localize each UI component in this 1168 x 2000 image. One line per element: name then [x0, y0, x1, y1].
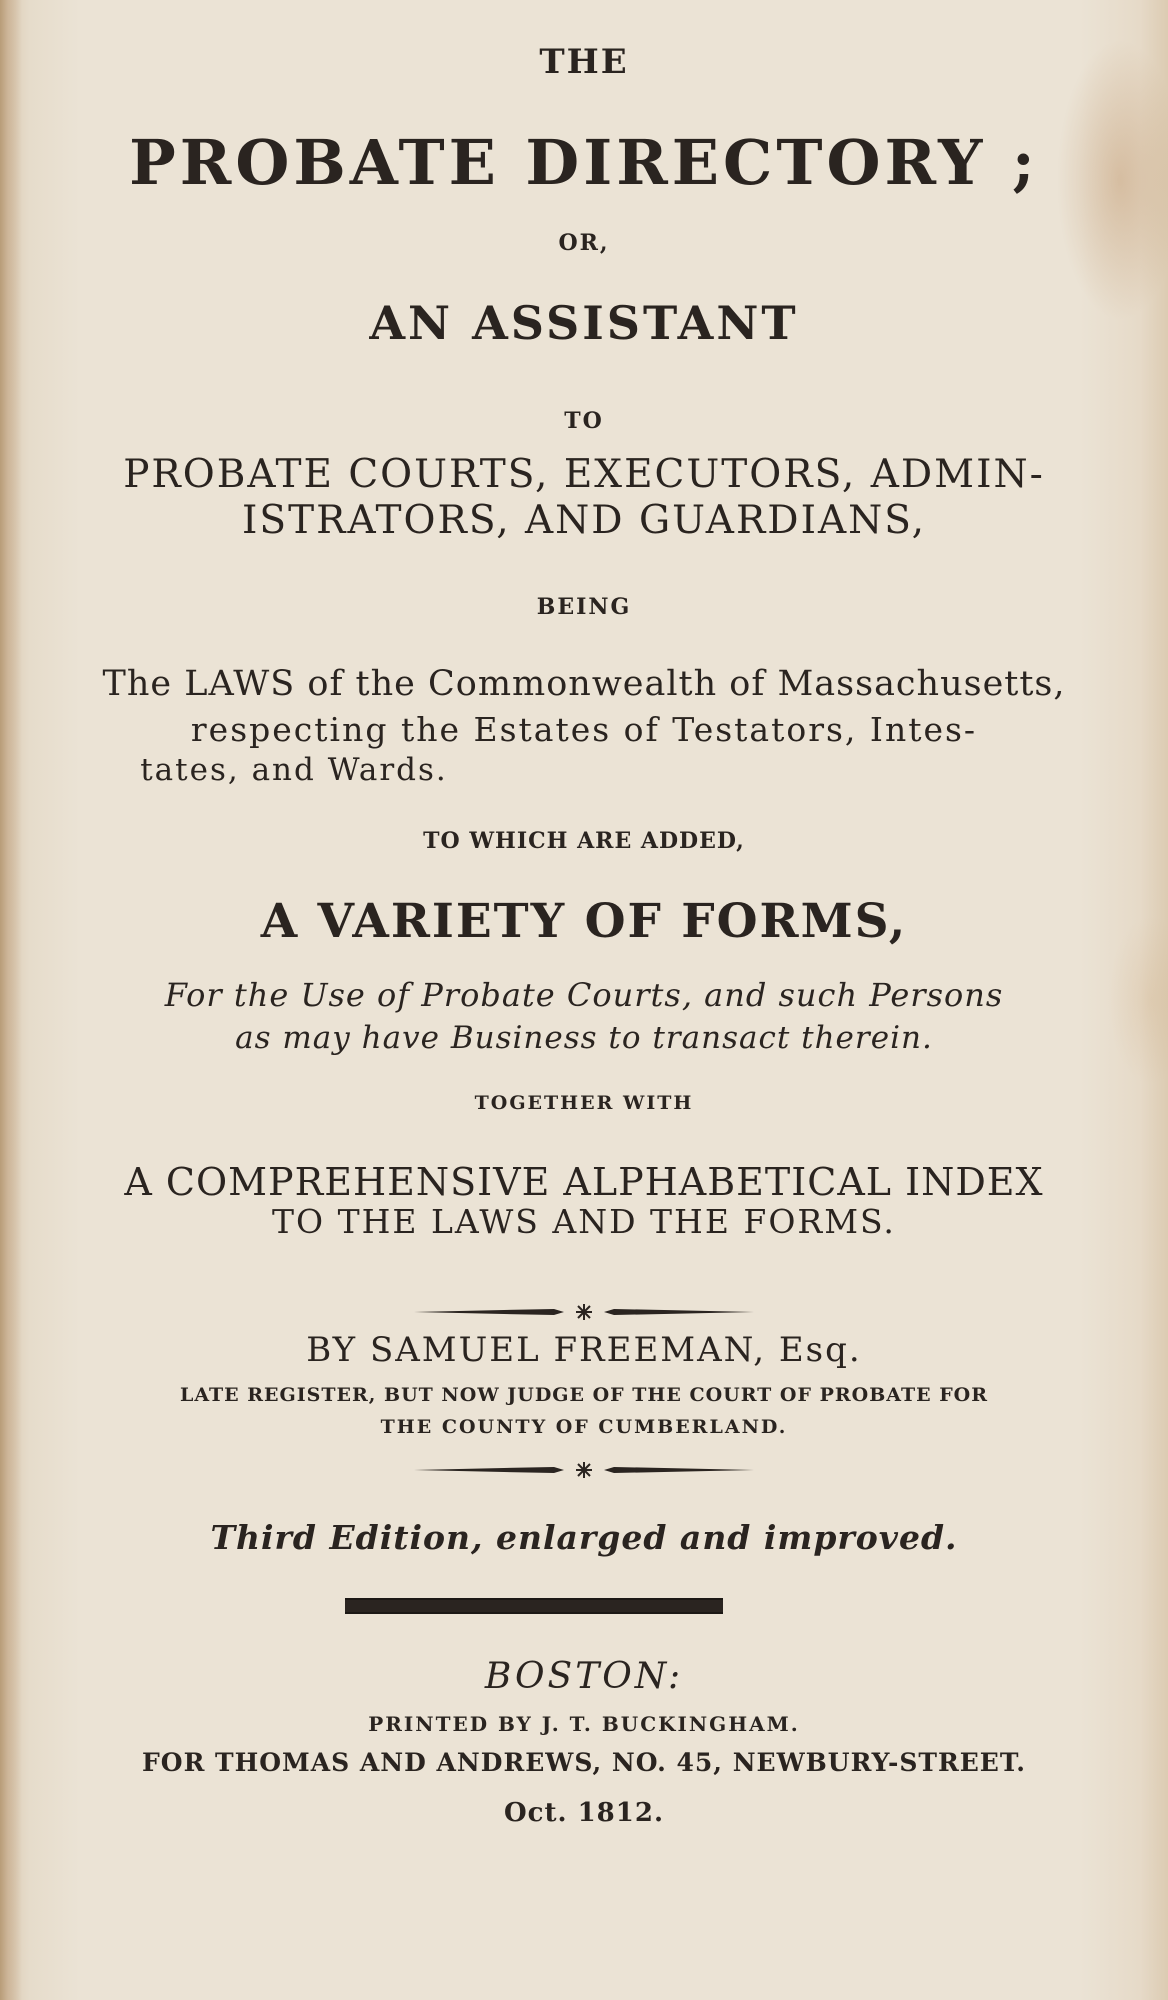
laws-line-3: tates, and Wards. — [140, 752, 448, 788]
use-line-1: For the Use of Probate Courts, and such Persons — [164, 976, 1004, 1014]
heading-being: BEING — [536, 594, 632, 620]
use-line-2: as may have Business to transact therein. — [235, 1020, 933, 1056]
imprint-printer: PRINTED BY J. T. BUCKINGHAM. — [368, 1712, 800, 1736]
heading-or: OR, — [558, 230, 610, 256]
subtitle-line-2: ISTRATORS, AND GUARDIANS, — [242, 498, 926, 543]
ornamental-rule-bottom — [0, 1460, 1168, 1480]
index-line-1: A COMPREHENSIVE ALPHABETICAL INDEX — [124, 1160, 1044, 1204]
ornamental-rule-top — [0, 1302, 1168, 1322]
ornament-icon — [414, 1460, 754, 1480]
index-line-2: TO THE LAWS AND THE FORMS. — [272, 1202, 896, 1241]
author-role-2: THE COUNTY OF CUMBERLAND. — [380, 1416, 788, 1438]
book-title: PROBATE DIRECTORY ; — [129, 126, 1039, 199]
heading-to-which: TO WHICH ARE ADDED, — [423, 828, 745, 854]
imprint-date: Oct. 1812. — [503, 1798, 664, 1828]
edition: Third Edition, enlarged and improved. — [210, 1518, 958, 1557]
laws-line-1: The LAWS of the Commonwealth of Massachusetts, — [102, 664, 1066, 704]
heading-assistant: AN ASSISTANT — [369, 296, 799, 350]
heading-to: TO — [564, 408, 604, 434]
subtitle-line-1: PROBATE COURTS, EXECUTORS, ADMIN- — [123, 452, 1045, 497]
heading-the: THE — [539, 42, 629, 82]
author-name: BY SAMUEL FREEMAN, Esq. — [306, 1330, 862, 1370]
imprint-publisher: FOR THOMAS AND ANDREWS, NO. 45, NEWBURY-STREET. — [142, 1748, 1026, 1777]
ornament-icon — [414, 1302, 754, 1322]
imprint-place: BOSTON: — [484, 1656, 684, 1697]
heading-together: TOGETHER WITH — [474, 1092, 694, 1114]
heavy-rule — [345, 1598, 723, 1614]
laws-line-2: respecting the Estates of Testators, Intes- — [190, 710, 978, 749]
author-role-1: LATE REGISTER, BUT NOW JUDGE OF THE COURT OF PROBATE FOR — [179, 1384, 989, 1406]
heading-variety: A VARIETY OF FORMS, — [260, 894, 908, 949]
